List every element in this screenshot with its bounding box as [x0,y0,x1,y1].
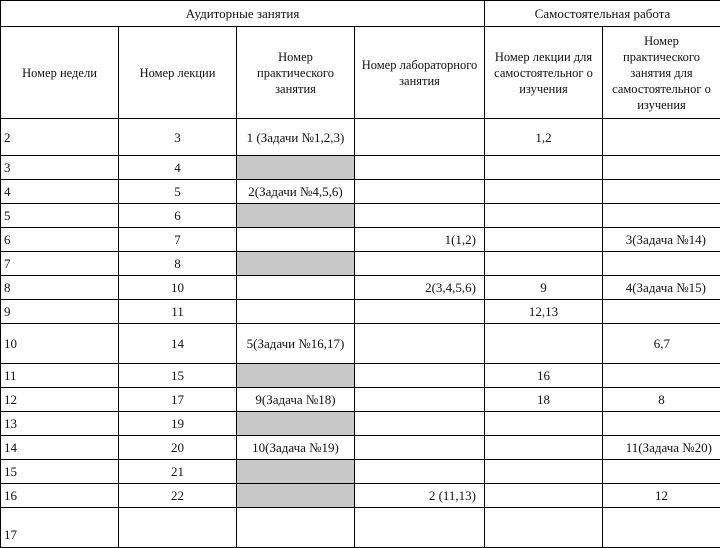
cell-lab [355,460,485,484]
cell-self-practical [603,412,720,436]
table-row [1,156,720,180]
cell-self-lecture [485,484,603,508]
cell-self-lecture [485,436,603,460]
cell-self-practical [603,300,720,324]
table-row [1,460,720,484]
cell-self-lecture [485,412,603,436]
cell-lab [355,436,485,460]
cell-week: 8 [1,276,119,300]
cell-self-lecture: 9 [485,276,603,300]
cell-week: 12 [1,388,119,412]
cell-week: 5 [1,204,119,228]
cell-self-lecture: 16 [485,364,603,388]
table-row [1,204,720,228]
col-lecture-header: Номер лекции [119,27,237,119]
cell-self-practical: 12 [603,484,720,508]
cell-lab [355,324,485,364]
cell-practical [237,300,355,324]
cell-lab [355,252,485,276]
table-row [1,484,720,508]
cell-practical: 1 (Задачи №1,2,3) [237,119,355,156]
cell-lab: 2 (11,13) [355,484,485,508]
col-self-lecture-header: Номер лекции для самостоятельног о изучения [485,27,603,119]
cell-lab [355,180,485,204]
cell-self-practical: 6,7 [603,324,720,364]
cell-lecture: 19 [119,412,237,436]
cell-week: 6 [1,228,119,252]
cell-self-lecture [485,460,603,484]
cell-self-practical [603,508,720,548]
cell-lab [355,300,485,324]
table-row [1,180,720,204]
cell-lecture: 4 [119,156,237,180]
cell-lecture [119,508,237,548]
cell-lecture: 10 [119,276,237,300]
cell-lecture: 14 [119,324,237,364]
cell-week: 3 [1,156,119,180]
table-row [1,300,720,324]
cell-self-lecture [485,180,603,204]
cell-self-practical: 4(Задача №15) [603,276,720,300]
cell-lab [355,388,485,412]
cell-self-practical: 3(Задача №14) [603,228,720,252]
cell-self-lecture [485,204,603,228]
cell-week: 16 [1,484,119,508]
cell-self-lecture: 18 [485,388,603,412]
cell-week: 13 [1,412,119,436]
header-columns-row [1,27,720,119]
cell-lecture: 5 [119,180,237,204]
cell-practical [237,228,355,252]
cell-self-lecture [485,228,603,252]
table-row [1,412,720,436]
cell-week: 9 [1,300,119,324]
cell-self-practical [603,460,720,484]
cell-lecture: 7 [119,228,237,252]
cell-lecture: 8 [119,252,237,276]
cell-self-lecture [485,508,603,548]
table-row [1,276,720,300]
cell-practical [237,204,355,228]
cell-self-practical: 8 [603,388,720,412]
cell-lecture: 11 [119,300,237,324]
cell-self-lecture: 1,2 [485,119,603,156]
cell-self-lecture [485,252,603,276]
cell-self-practical: 11(Задача №20) [603,436,720,460]
col-lab-header: Номер лабораторного занятия [355,27,485,119]
header-self-study: Самостоятельная работа [485,1,720,27]
cell-lab: 2(3,4,5,6) [355,276,485,300]
cell-practical: 9(Задача №18) [237,388,355,412]
cell-lab [355,156,485,180]
cell-week: 2 [1,119,119,156]
cell-lab [355,204,485,228]
cell-self-lecture [485,324,603,364]
cell-self-lecture [485,156,603,180]
col-practical-header: Номер практического занятия [237,27,355,119]
cell-practical: 5(Задачи №16,17) [237,324,355,364]
table-row [1,119,720,156]
cell-practical: 2(Задачи №4,5,6) [237,180,355,204]
cell-lecture: 21 [119,460,237,484]
cell-lecture: 15 [119,364,237,388]
col-self-practical-header: Номер практического занятия для самостоятельног о изучения [603,27,720,119]
table-row [1,436,720,460]
cell-self-lecture: 12,13 [485,300,603,324]
cell-practical [237,364,355,388]
cell-lecture: 3 [119,119,237,156]
cell-practical [237,276,355,300]
cell-week: 14 [1,436,119,460]
cell-practical: 10(Задача №19) [237,436,355,460]
cell-self-practical [603,204,720,228]
cell-lab: 1(1,2) [355,228,485,252]
cell-lecture: 20 [119,436,237,460]
cell-self-practical [603,252,720,276]
cell-lab [355,119,485,156]
cell-lecture: 17 [119,388,237,412]
table-row [1,364,720,388]
cell-lab [355,412,485,436]
cell-self-practical [603,180,720,204]
table-row [1,228,720,252]
cell-week: 17 [1,508,119,548]
cell-week: 15 [1,460,119,484]
cell-practical [237,508,355,548]
header-group-row [1,1,720,27]
cell-self-practical [603,119,720,156]
cell-practical [237,252,355,276]
cell-lecture: 6 [119,204,237,228]
table-row [1,324,720,364]
table-row [1,508,720,548]
cell-week: 11 [1,364,119,388]
cell-practical [237,460,355,484]
cell-lab [355,508,485,548]
table-row [1,388,720,412]
col-week-header: Номер недели [1,27,119,119]
cell-self-practical [603,364,720,388]
cell-week: 4 [1,180,119,204]
cell-practical [237,484,355,508]
cell-lab [355,364,485,388]
cell-lecture: 22 [119,484,237,508]
cell-practical [237,156,355,180]
table-row [1,252,720,276]
cell-week: 10 [1,324,119,364]
header-auditory: Аудиторные занятия [1,1,485,27]
cell-self-practical [603,156,720,180]
cell-week: 7 [1,252,119,276]
cell-practical [237,412,355,436]
